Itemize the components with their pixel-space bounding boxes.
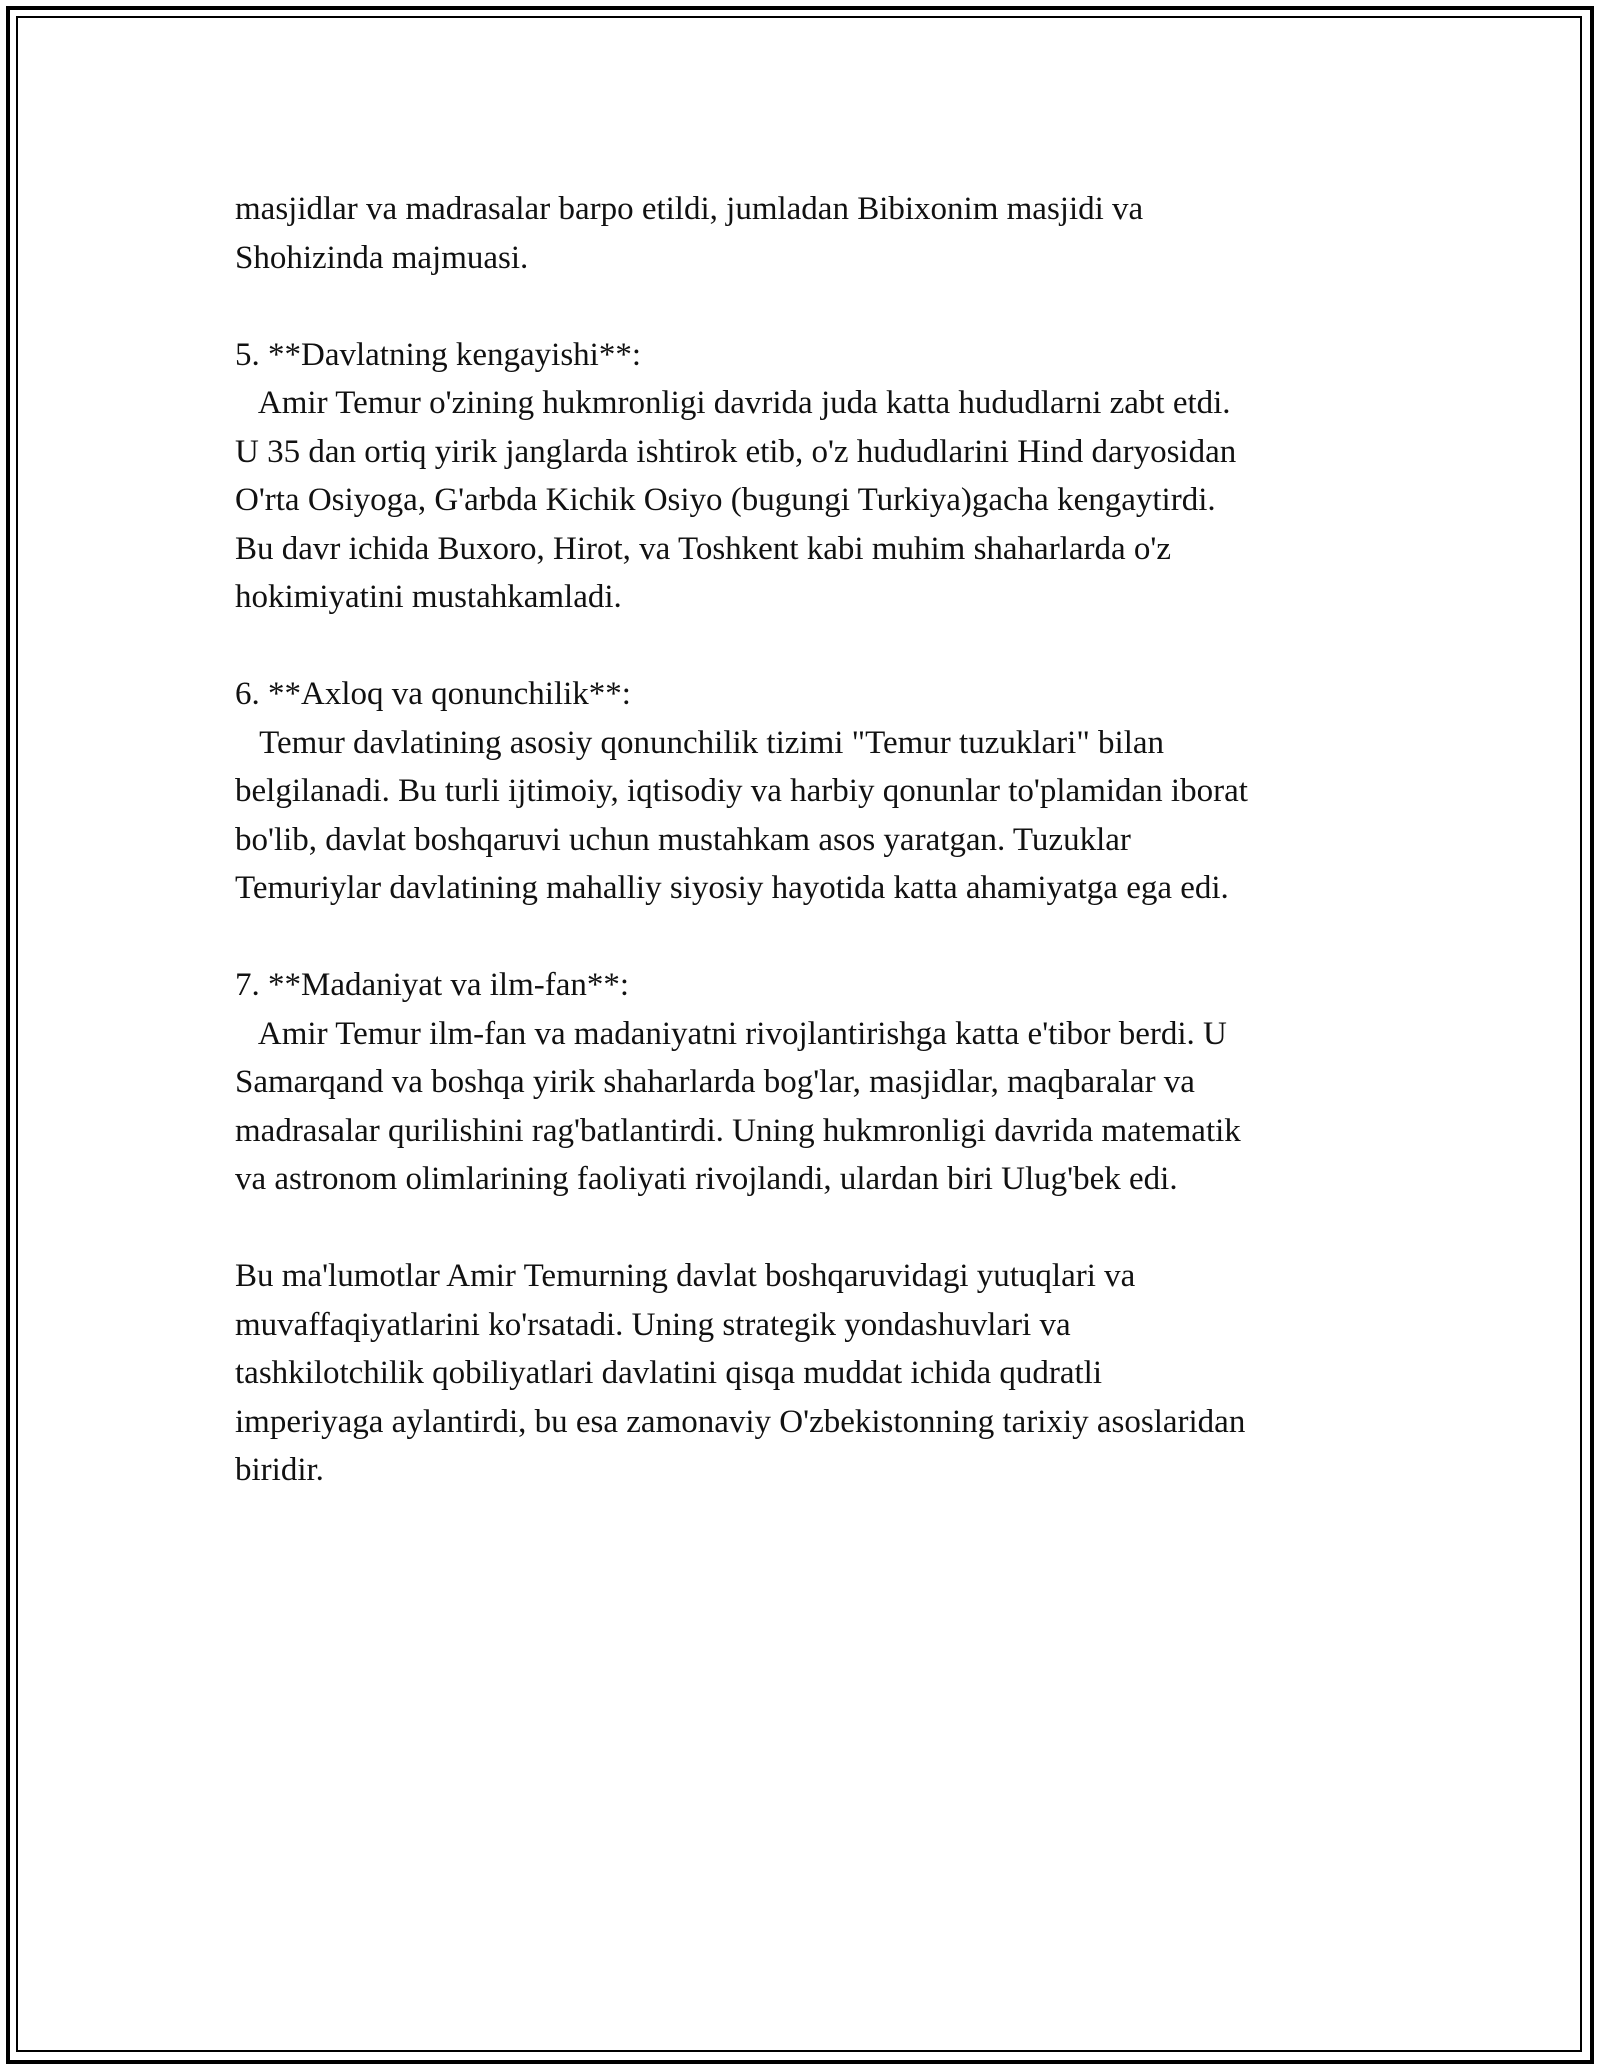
text-line: U 35 dan ortiq yirik janglarda ishtirok etib, o'z hududlarini Hind daryosidan [235,433,1237,470]
section-heading: 5. **Davlatning kengayishi**: [235,336,642,373]
text-line: Bu davr ichida Buxoro, Hirot, va Toshkent kabi muhim shaharlarda o'z [235,530,1171,567]
text-line: imperiyaga aylantirdi, bu esa zamonaviy O'zbekistonning tarixiy asoslaridan [235,1403,1246,1440]
paragraph-gap [235,913,1415,962]
text-line: Temuriylar davlatining mahalliy siyosiy hayotida katta ahamiyatga ega edi. [235,870,1229,906]
section-heading: 6. **Axloq va qonunchilik**: [235,676,631,712]
text-line: masjidlar va madrasalar barpo etildi, jumladan Bibixonim masjidi va [235,191,1144,227]
section-davlatning-kengayishi [235,331,1415,622]
text-line: bo'lib, davlat boshqaruvi uchun mustahkam asos yaratgan. Tuzuklar [235,821,1131,858]
text-line: biridir. [235,1452,324,1488]
text-line: Amir Temur o'zining hukmronligi davrida juda katta hududlarni zabt etdi. [235,385,1231,421]
text-line: Amir Temur ilm-fan va madaniyatni rivojlantirishga katta e'tibor berdi. U [235,1015,1227,1052]
text-line: hokimiyatini mustahkamladi. [235,579,622,615]
text-line: tashkilotchilik qobiliyatlari davlatini qisqa muddat ichida qudratli [235,1355,1102,1391]
section-axloq-va-qonunchilik [235,670,1415,913]
text-line: madrasalar qurilishini rag'batlantirdi. Uning hukmronligi davrida matematik [235,1112,1241,1149]
text-line: muvaffaqiyatlarini ko'rsatadi. Uning strategik yondashuvlari va [235,1306,1071,1343]
intro-paragraph [235,185,1415,282]
text-line: O'rta Osiyoga, G'arbda Kichik Osiyo (bugungi Turkiya)gacha kengaytirdi. [235,482,1216,518]
paragraph-gap [235,282,1415,331]
conclusion-paragraph [235,1252,1415,1495]
text-line: Temur davlatining asosiy qonunchilik tizimi "Temur tuzuklari" bilan [235,724,1165,761]
paragraph-gap [235,622,1415,671]
document-body [235,185,1415,1495]
paragraph-gap [235,1204,1415,1253]
text-line: Shohizinda majmuasi. [235,239,529,276]
text-line: Bu ma'lumotlar Amir Temurning davlat boshqaruvidagi yutuqlari va [235,1258,1136,1294]
section-madaniyat-va-ilm-fan [235,961,1415,1204]
text-line: va astronom olimlarining faoliyati rivojlandi, ulardan biri Ulug'bek edi. [235,1161,1178,1197]
text-line: belgilanadi. Bu turli ijtimoiy, iqtisodiy va harbiy qonunlar to'plamidan iborat [235,773,1248,809]
text-line: Samarqand va boshqa yirik shaharlarda bog'lar, masjidlar, maqbaralar va [235,1064,1195,1100]
section-heading: 7. **Madaniyat va ilm-fan**: [235,967,630,1003]
